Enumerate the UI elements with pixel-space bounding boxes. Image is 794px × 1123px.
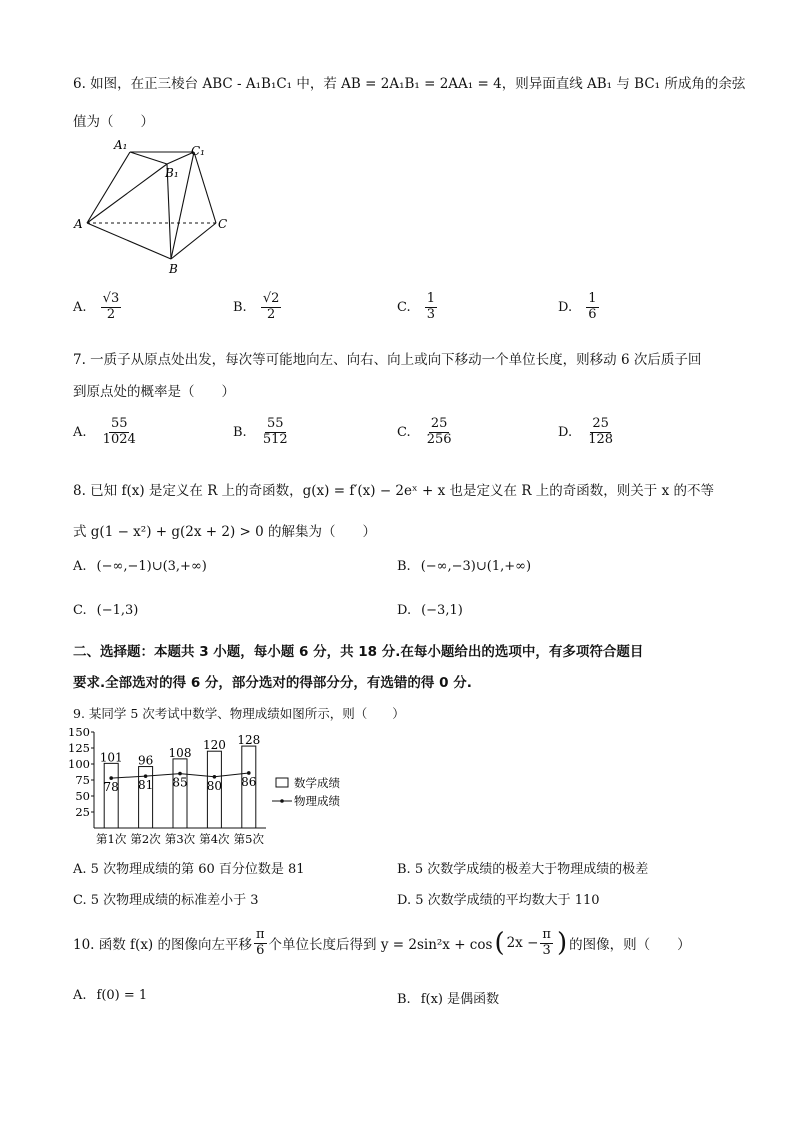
math-score-label: 128 <box>237 733 261 748</box>
y-tick-label: 150 <box>68 728 90 739</box>
physics-score-label: 78 <box>103 780 119 795</box>
q7-option-d[interactable]: D. $\frac{25}{128}$ <box>558 416 614 447</box>
q10-shift-fraction: $\frac{\pi}{6}$ <box>256 927 265 958</box>
q9-option-c[interactable]: C. 5 次物理成绩的标准差小于 3 <box>73 893 259 908</box>
legend-physics-label: 物理成绩 <box>294 794 340 808</box>
q8-option-c[interactable]: C. (−1,3) <box>73 603 139 618</box>
q8-stem-line2: 式 g(1 − x²) + g(2x + 2) > 0 的解集为（ ） <box>73 524 377 540</box>
label-B: B <box>169 262 178 276</box>
q8-option-d[interactable]: D. (−3,1) <box>397 603 463 618</box>
x-tick-label: 第2次 <box>130 832 161 846</box>
q6-option-c[interactable]: C. $\frac{1}{3}$ <box>397 291 436 322</box>
y-tick-label: 50 <box>75 789 90 803</box>
math-score-bar <box>104 763 118 828</box>
x-tick-label: 第4次 <box>199 832 230 846</box>
legend-line-marker <box>280 799 284 803</box>
y-tick-label: 75 <box>75 773 90 787</box>
label-C1: C₁ <box>191 144 205 158</box>
q7-option-c[interactable]: C. $\frac{25}{256}$ <box>397 416 452 447</box>
q9-option-a[interactable]: A. 5 次物理成绩的第 60 百分位数是 81 <box>73 862 305 877</box>
q10-stem: 10. 函数 f(x) 的图像向左平移 $\frac{\pi}{6}$ 个单位长度后得到 y = 2sin²x + cos ( 2x − $\frac{\pi}{3}$ ) 的图像，则（ ） <box>73 927 691 959</box>
q8-option-a[interactable]: A. (−∞,−1)∪(3,+∞) <box>73 559 207 574</box>
q7-option-b[interactable]: B. $\frac{55}{512}$ <box>233 416 288 447</box>
q6-option-b[interactable]: B. $\frac{√2}{2}$ <box>233 291 280 322</box>
q10-phase-fraction: $\frac{\pi}{3}$ <box>542 927 551 958</box>
q10-option-a[interactable]: A. f(0) = 1 <box>73 988 148 1003</box>
q9-stem: 9. 某同学 5 次考试中数学、物理成绩如图所示，则（ ） <box>73 706 405 721</box>
physics-score-label: 85 <box>172 775 188 790</box>
physics-score-label: 86 <box>241 774 257 789</box>
physics-score-label: 81 <box>137 778 154 793</box>
legend-math-label: 数学成绩 <box>294 776 340 790</box>
x-tick-label: 第1次 <box>96 832 127 846</box>
q9-score-chart <box>66 728 366 850</box>
q8-option-b[interactable]: B. (−∞,−3)∪(1,+∞) <box>397 559 532 574</box>
y-tick-label: 25 <box>75 805 90 819</box>
q7-option-a[interactable]: A. $\frac{55}{1024}$ <box>73 416 136 447</box>
q9-option-b[interactable]: B. 5 次数学成绩的极差大于物理成绩的极差 <box>397 862 649 877</box>
math-score-label: 96 <box>137 753 154 768</box>
q7-stem-line2: 到原点处的概率是（ ） <box>73 384 235 400</box>
q6-stem-line1: 6. 如图，在正三棱台 ABC - A₁B₁C₁ 中，若 AB = 2A₁B₁ = 2AA₁ = 4，则异面直线 AB₁ 与 BC₁ 所成角的余弦 <box>73 76 746 92</box>
q6-stem-line2: 值为（ ） <box>73 114 154 130</box>
label-C: C <box>218 217 228 231</box>
label-A1: A₁ <box>114 138 128 152</box>
section2-heading-line2: 要求.全部选对的得 6 分，部分选对的得部分分，有选错的得 0 分. <box>73 675 472 691</box>
right-paren: ) <box>556 928 568 959</box>
math-score-bar <box>173 759 187 828</box>
math-score-label: 120 <box>202 738 226 753</box>
x-tick-label: 第3次 <box>164 832 196 846</box>
q10-option-b[interactable]: B. f(x) 是偶函数 <box>397 992 500 1007</box>
legend-bar-swatch <box>276 778 288 787</box>
math-score-label: 108 <box>168 745 192 760</box>
label-B1: B₁ <box>165 166 179 180</box>
math-score-label: 101 <box>99 750 123 765</box>
left-paren: ( <box>494 928 505 959</box>
q6-option-d[interactable]: D. $\frac{1}{6}$ <box>558 291 597 322</box>
q7-stem-line1: 7. 一质子从原点处出发，每次等可能地向左、向右、向上或向下移动一个单位长度，则移动 6 次后质子回 <box>73 352 702 368</box>
physics-score-label: 80 <box>206 778 223 793</box>
q6-option-a[interactable]: A. $\frac{√3}{2}$ <box>73 291 120 322</box>
q6-frustum-figure <box>70 136 240 278</box>
x-tick-label: 第5次 <box>233 832 264 846</box>
q8-stem-line1: 8. 已知 f(x) 是定义在 R 上的奇函数，g(x) = f′(x) − 2eˣ + x 也是定义在 R 上的奇函数，则关于 x 的不等 <box>73 483 714 499</box>
y-tick-label: 100 <box>68 757 90 771</box>
section2-heading-line1: 二、选择题：本题共 3 小题，每小题 6 分，共 18 分.在每小题给出的选项中，有多项符合题目 <box>73 644 644 660</box>
label-A: A <box>74 217 83 231</box>
q9-option-d[interactable]: D. 5 次数学成绩的平均数大于 110 <box>397 893 600 908</box>
y-tick-label: 125 <box>68 741 90 755</box>
